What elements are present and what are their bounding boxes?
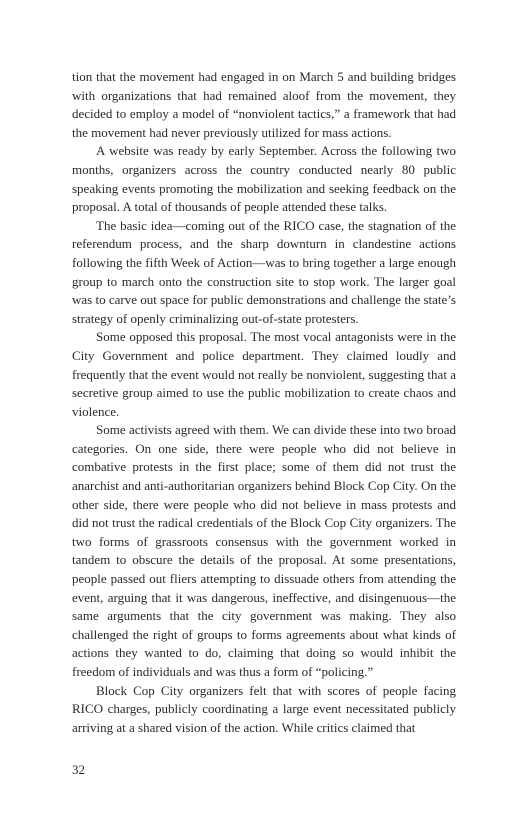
paragraph: The basic idea—coming out of the RICO case, the stagnation of the referendum process, and the sharp downturn in clandestine actions following the fifth Week of Action—was to bring together a large enough group to march onto the construction site to stop work. The larger goal was to carve out space for public demonstrations and challenge the state’s strategy of openly criminalizing out-of-state protesters. — [72, 217, 456, 326]
paragraph-continued: tion that the movement had engaged in on March 5 and building bridges with organizations that had remained aloof from the movement, they decided to employ a model of “nonviolent tactics,” a framework that had the movement had never previously utilized for mass actions. — [72, 69, 456, 140]
paragraph: Some opposed this proposal. The most vocal antagonists were in the City Government and police department. They claimed loudly and frequently that the event would not really be nonviolent, suggesting that a secretive group aimed to use the public mobilization to create chaos and violence. — [72, 329, 456, 419]
paragraph: A website was ready by early September. Across the following two months, organizers across the country conducted nearly 80 public speaking events promoting the mobilization and seeking feedback on the proposal. A total of thousands of people attended these talks. — [72, 143, 456, 215]
body-text — [72, 68, 456, 737]
paragraph: Some activists agreed with them. We can divide these into two broad categories. On one side, there were people who did not believe in combative protests in the first place; some of them did not trust the anarchist and anti-authoritarian organizers behind Block Cop City. On the other side, there were people who did not believe in mass protests and did not trust the radical credentials of the Block Cop City organizers. The two forms of grassroots consensus with the government worked in tandem to obscure the details of the proposal. At some presentations, people passed out fliers attempting to dissuade others from attending the event, arguing that it was dangerous, ineffective, and disingenuous—the same arguments that the city government was making. They also challenged the right of groups to forms agreements about what kinds of actions they wanted to do, claiming that doing so would inhibit the freedom of individuals and was thus a form of “policing.” — [72, 422, 456, 679]
paragraph: Block Cop City organizers felt that with scores of people facing RICO charges, publicly coordinating a large event necessitated publicly arriving at a shared vision of the action. While critics claimed that — [72, 682, 456, 735]
page-number: 32 — [72, 762, 85, 777]
